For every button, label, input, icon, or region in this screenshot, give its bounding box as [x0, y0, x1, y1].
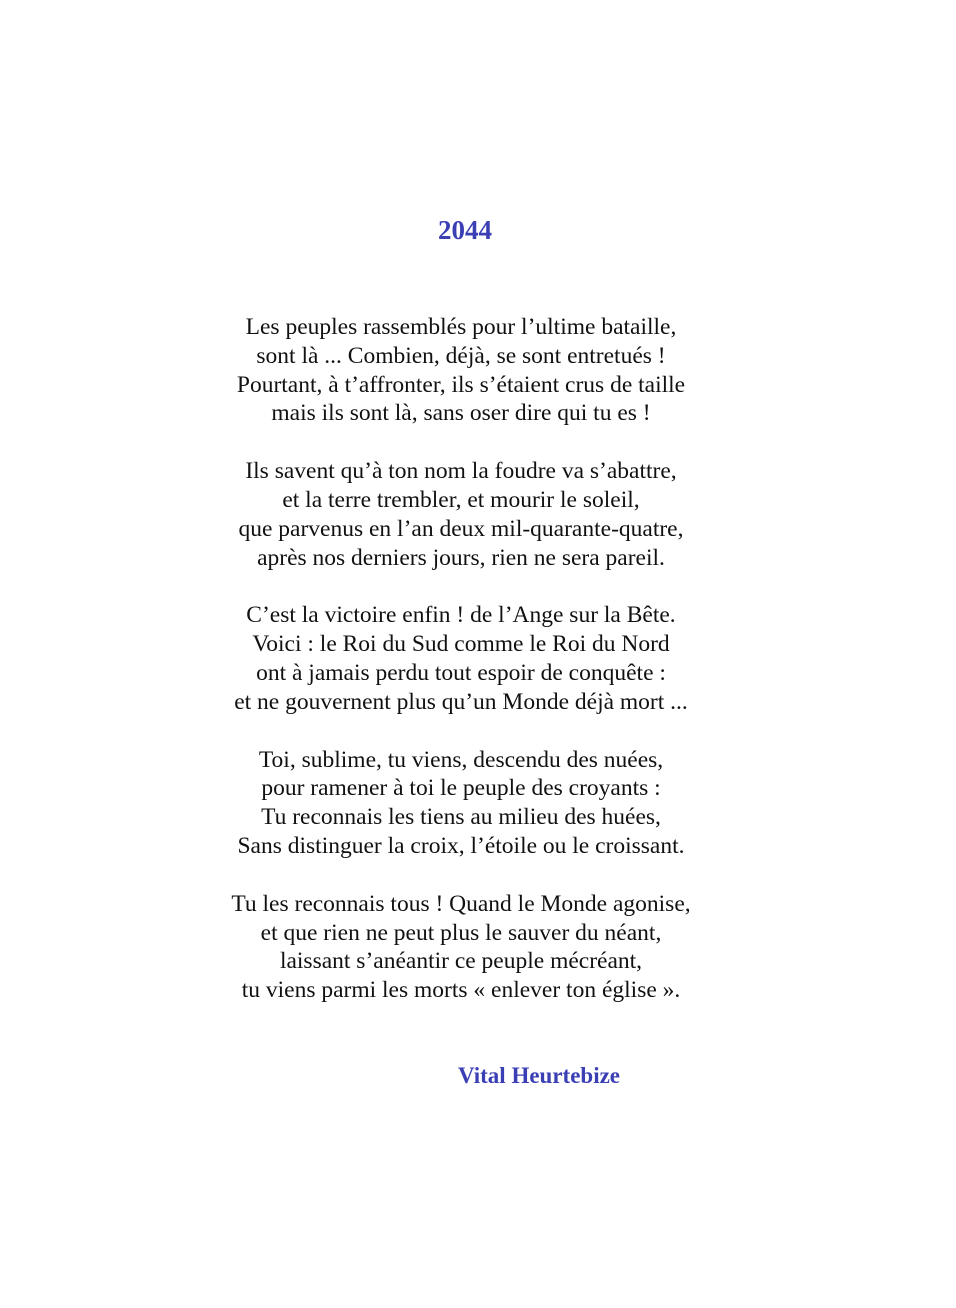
poem-line: mais ils sont là, sans oser dire qui tu es !	[271, 400, 651, 427]
poem-line: Tu reconnais les tiens au milieu des huées,	[261, 804, 661, 831]
poem-line: que parvenus en l’an deux mil-quarante-quatre,	[238, 515, 684, 542]
poem-line: après nos derniers jours, rien ne sera pareil.	[257, 544, 665, 571]
poem-line: ont à jamais perdu tout espoir de conquête :	[256, 659, 666, 686]
poem-line: Toi, sublime, tu viens, descendu des nuées,	[258, 746, 664, 773]
stanza-3	[0, 601, 922, 716]
stanza-1	[0, 313, 922, 428]
poem-line: laissant s’anéantir ce peuple mécréant,	[279, 948, 643, 975]
poem-line: et que rien ne peut plus le sauver du néant,	[260, 919, 662, 946]
poem-line: Les peuples rassemblés pour l’ultime bataille,	[245, 314, 677, 340]
poem-line: Pourtant, à t’affronter, ils s’étaient crus de taille	[236, 371, 686, 398]
poem-line: pour ramener à toi le peuple des croyants :	[261, 775, 661, 802]
stanza-4	[0, 746, 922, 861]
poem-line: Sans distinguer la croix, l’étoile ou le croissant.	[237, 832, 685, 859]
poem-line: sont là ... Combien, déjà, se sont entretués !	[256, 342, 666, 369]
poem-line: C’est la victoire enfin ! de l’Ange sur la Bête.	[246, 602, 676, 629]
poem-line: et ne gouvernent plus qu’un Monde déjà mort ...	[234, 688, 688, 715]
poem-line: Tu les reconnais tous ! Quand le Monde agonise,	[231, 890, 691, 917]
poem-line: Voici : le Roi du Sud comme le Roi du Nord	[252, 631, 670, 658]
poem-title: 2044	[438, 215, 492, 245]
stanza-5	[0, 890, 922, 1005]
poem-body	[0, 313, 922, 1034]
poem-line: et la terre trembler, et mourir le soleil,	[282, 486, 640, 513]
poem-line: Ils savent qu’à ton nom la foudre va s’abattre,	[245, 458, 677, 485]
poem-line: tu viens parmi les morts « enlever ton église ».	[241, 977, 681, 1004]
author-signature: Vital Heurtebize	[458, 1063, 621, 1088]
stanza-2	[0, 457, 922, 572]
